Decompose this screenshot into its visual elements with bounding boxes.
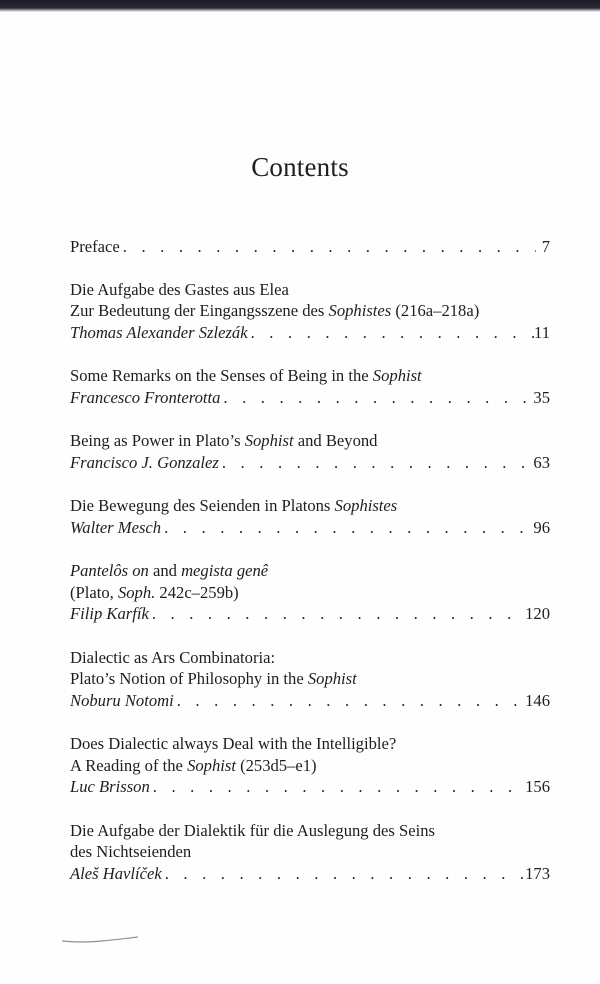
entry-author-line [70, 776, 550, 798]
title-segment: Being as Power in Plato’s [70, 431, 245, 450]
entry-author: Luc Brisson [70, 777, 150, 796]
entry-author-line [70, 603, 550, 625]
page-number: 120 [525, 604, 550, 623]
dot-leader [219, 452, 534, 474]
entry-title-line [70, 733, 550, 755]
entry-title-line [70, 668, 550, 690]
title-segment: Die Aufgabe der Dialektik für die Auslegung des Seins [70, 820, 435, 840]
page-title: Contents [251, 152, 349, 182]
page-top-edge [0, 0, 600, 12]
title-segment: 242c–259b) [155, 582, 239, 602]
entry-author-line [70, 452, 550, 474]
entry-author-line [70, 322, 550, 344]
page-number: 173 [525, 863, 550, 883]
entry-author-line [70, 690, 550, 712]
page-number: 96 [533, 517, 550, 537]
title-segment-italic: megista genê [181, 561, 269, 580]
page-number: 63 [533, 452, 550, 472]
entry-title-line [70, 430, 550, 452]
entry-label: Preface [70, 237, 120, 256]
entry-author-line [70, 387, 550, 409]
title-segment: Zur Bedeutung der Eingangsszene des [70, 301, 329, 320]
entry-author: Aleš Havlíček [70, 863, 162, 883]
entry-author: Francisco J. Gonzalez [70, 452, 219, 472]
dot-leader [220, 387, 533, 409]
entry-author: Francesco Fronterotta [70, 387, 221, 407]
toc-entry [70, 365, 550, 408]
toc-entry [70, 279, 550, 344]
toc-entry [70, 560, 550, 625]
title-segment: (253d5–e1) [235, 755, 317, 775]
title-segment-italic: Soph. [117, 582, 156, 602]
page-number: 156 [525, 777, 550, 796]
title-segment-italic: Sophist [372, 366, 422, 385]
title-segment: and Beyond [293, 431, 378, 450]
entry-author-line [70, 236, 550, 258]
title-segment: (216a–218a) [391, 301, 480, 320]
dot-leader [150, 776, 525, 798]
entry-title-line [70, 755, 550, 777]
page-number: 7 [541, 237, 550, 256]
table-of-contents [70, 236, 550, 906]
entry-title-line [70, 279, 550, 301]
title-segment-italic: Sophist [244, 431, 294, 450]
dot-leader [120, 236, 536, 258]
entry-title-line [70, 820, 550, 842]
entry-author-line [70, 863, 550, 885]
entry-title-line [70, 365, 550, 387]
entry-author: Noburu Notomi [70, 690, 174, 710]
dot-leader [248, 322, 534, 344]
entry-author: Filip Karfík [70, 604, 149, 623]
title-segment: des Nichtseienden [70, 842, 192, 861]
title-segment: Dialectic as Ars Combinatoria: [70, 647, 276, 667]
dot-leader [161, 517, 533, 539]
title-segment: (Plato, [70, 582, 118, 602]
toc-entry [70, 236, 550, 258]
entry-title-line [70, 560, 550, 582]
dot-leader [174, 690, 525, 712]
entry-title-line [70, 841, 550, 863]
title-segment: Plato’s Notion of Philosophy in the [70, 669, 308, 688]
title-segment-italic: Sophistes [328, 301, 392, 320]
entry-author: Walter Mesch [70, 517, 162, 537]
title-segment: and [148, 561, 182, 580]
page-number: 11 [534, 322, 550, 342]
toc-entry [70, 820, 550, 885]
entry-title-line [70, 647, 550, 669]
title-segment-italic: Sophist [307, 669, 357, 688]
entry-title-line [70, 300, 550, 322]
title-segment: A Reading of the [70, 755, 188, 775]
title-segment-italic: Sophist [187, 755, 236, 775]
title-segment: Does Dialectic always Deal with the Intelligible? [70, 734, 397, 753]
page-number: 35 [533, 387, 550, 407]
title-segment: Die Bewegung des Seienden in Platons [70, 496, 335, 515]
dot-leader [162, 863, 525, 885]
page-number: 146 [525, 690, 550, 710]
toc-entry [70, 495, 550, 538]
entry-author: Thomas Alexander Szlezák [70, 322, 248, 342]
title-segment-italic: Sophistes [334, 496, 398, 515]
entry-author-line [70, 517, 550, 539]
entry-title-line [70, 495, 550, 517]
toc-entry [70, 430, 550, 473]
entry-title-line [70, 582, 550, 604]
smudge-mark [62, 936, 138, 944]
toc-entry [70, 647, 550, 712]
title-segment: Die Aufgabe des Gastes aus Elea [70, 279, 289, 299]
toc-entry [70, 733, 550, 798]
title-segment-italic: Pantelôs on [70, 561, 149, 580]
title-segment: Some Remarks on the Senses of Being in the [70, 366, 373, 385]
dot-leader [149, 603, 525, 625]
